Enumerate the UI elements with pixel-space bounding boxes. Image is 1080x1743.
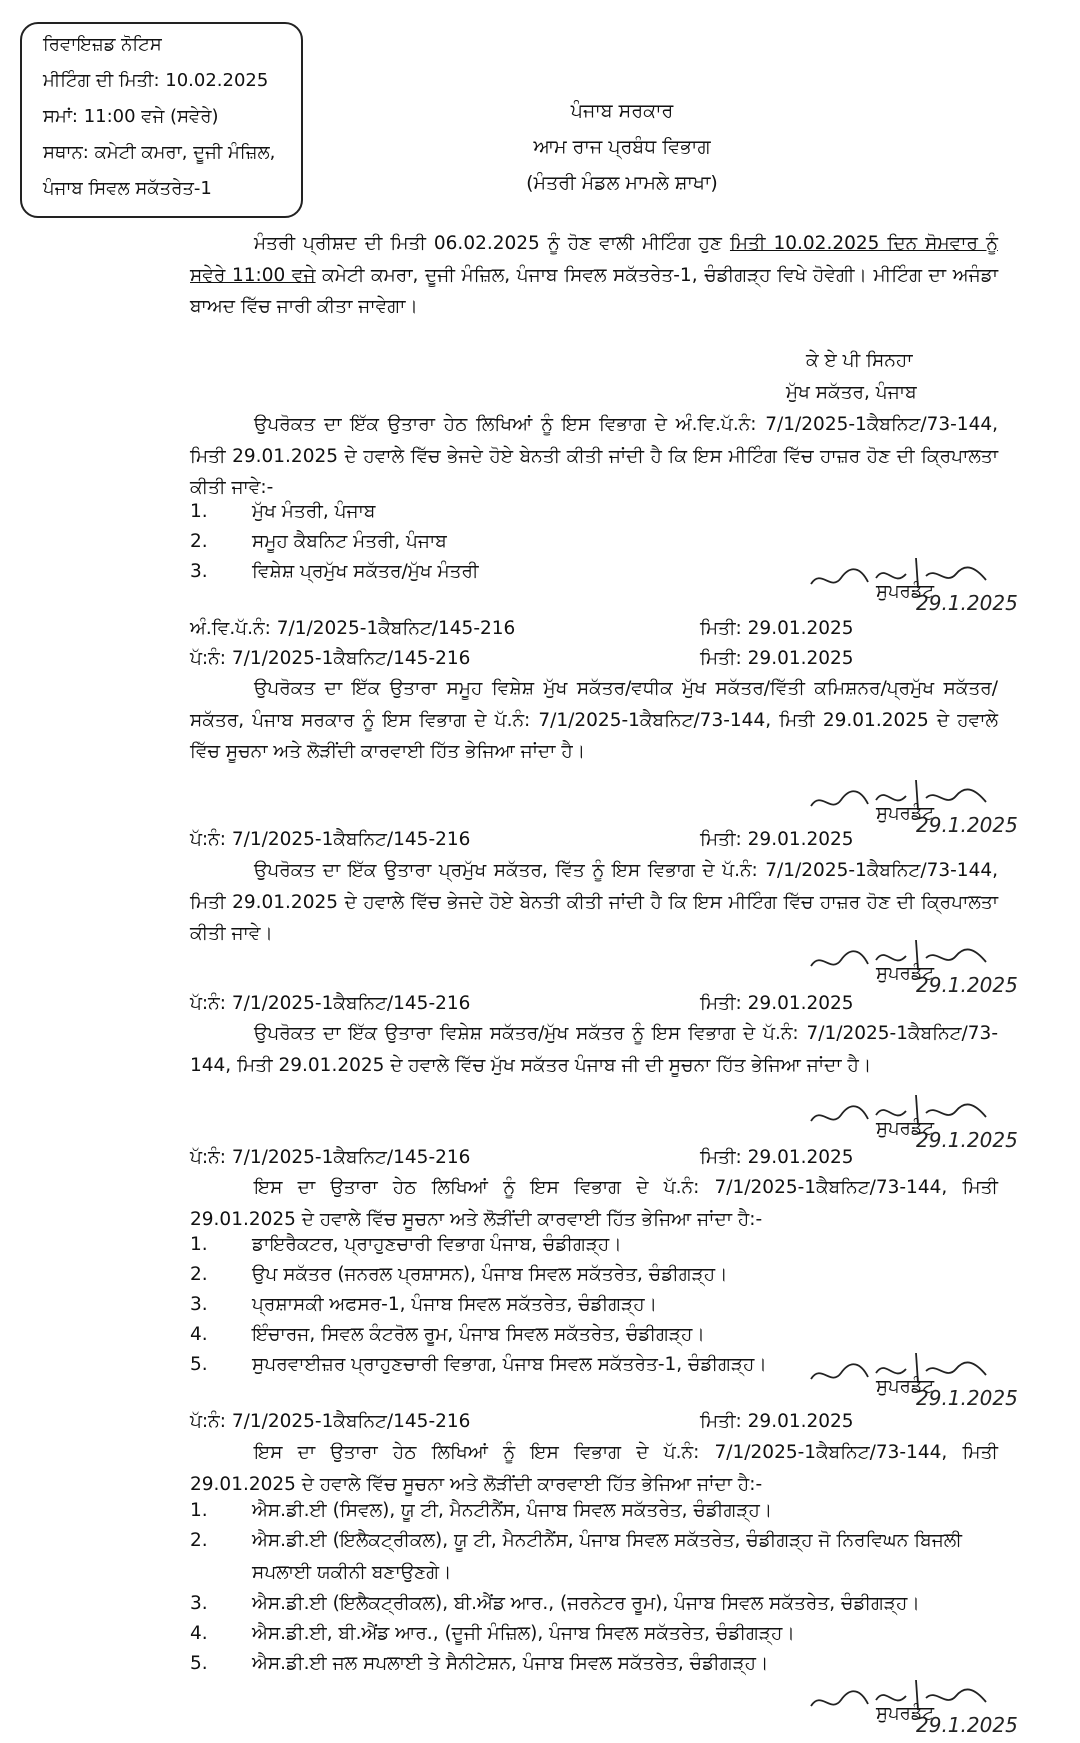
superintendent-label: ਸੁਪਰਡੰਟ: [876, 1118, 934, 1139]
endorsement-ref: ਪੱ:ਨੰ: 7/1/2025-1ਕੈਬਨਿਟ/145-216: [190, 1147, 471, 1168]
endorsement-date: ਮਿਤੀ: 29.01.2025: [700, 993, 854, 1014]
section-4-paragraph: [190, 1018, 998, 1081]
signature-date: 29.1.2025: [916, 973, 1018, 997]
intro-text-2: ਕਮੇਟੀ ਕਮਰਾ, ਦੂਜੀ ਮੰਜ਼ਿਲ, ਪੰਜਾਬ ਸਿਵਲ ਸਕੱਤਰੇਤ-1, ਚੰਡੀਗੜ੍ਹ ਵਿਖੇ ਹੋਵੇਗੀ। ਮੀਟਿੰਗ ਦਾ ਅਜੰਡਾ ਬਾਅਦ ਵਿੱਚ ਜਾਰੀ ਕੀਤਾ ਜਾਵੇਗਾ।: [190, 264, 999, 317]
intro-paragraph: [190, 228, 998, 323]
endorsement-date: ਮਿਤੀ: 29.01.2025: [700, 648, 854, 669]
section-5-item: ਡਾਇਰੈਕਟਰ, ਪ੍ਰਾਹੁਣਚਾਰੀ ਵਿਭਾਗ ਪੰਜਾਬ, ਚੰਡੀਗੜ੍ਹ।: [252, 1234, 622, 1255]
notice-meeting-date: ਮੀਟਿੰਗ ਦੀ ਮਿਤੀ: 10.02.2025: [43, 70, 269, 91]
header-department: ਆਮ ਰਾਜ ਪ੍ਰਬੰਧ ਵਿਭਾਗ: [533, 136, 711, 158]
section-5-item-num: 5.: [190, 1354, 208, 1375]
section-6-item: ਐਸ.ਡੀ.ਈ (ਸਿਵਲ), ਯੂ ਟੀ, ਮੈਨਟੀਨੈਂਸ, ਪੰਜਾਬ ਸਿਵਲ ਸਕੱਤਰੇਤ, ਚੰਡੀਗੜ੍ਹ।: [252, 1500, 773, 1521]
section-6-text: ਇਸ ਦਾ ਉਤਾਰਾ ਹੇਠ ਲਿਖਿਆਂ ਨੂੰ ਇਸ ਵਿਭਾਗ ਦੇ ਪੱ.ਨੰ: 7/1/2025-1ਕੈਬਨਿਟ/73-144, ਮਿਤੀ 29.01.2025 ਦੇ ਹਵਾਲੇ ਵਿੱਚ ਸੂਚਨਾ ਅਤੇ ਲੋੜੀਂਦੀ ਕਾਰਵਾਈ ਹਿੱਤ ਭੇਜਿਆ ਜਾਂਦਾ ਹੈ:-: [190, 1442, 998, 1495]
revised-notice-box: [20, 22, 303, 218]
endorsement-date: ਮਿਤੀ: 29.01.2025: [700, 1411, 854, 1432]
intro-text-1: ਮੰਤਰੀ ਪ੍ਰੀਸ਼ਦ ਦੀ ਮਿਤੀ 06.02.2025 ਨੂੰ ਹੋਣ ਵਾਲੀ ਮੀਟਿੰਗ ਹੁਣ: [254, 233, 730, 254]
superintendent-label: ਸੁਪਰਡੰਟ: [876, 963, 934, 984]
signature-stamp: [806, 1343, 1036, 1413]
endorsement-ref: ਪੱ:ਨੰ: 7/1/2025-1ਕੈਬਨਿਟ/145-216: [190, 648, 471, 669]
signature-date: 29.1.2025: [916, 591, 1018, 615]
signature-stamp: [806, 1670, 1036, 1740]
section-1-item-num: 1.: [190, 501, 208, 522]
section-5-item: ਇੰਚਾਰਜ, ਸਿਵਲ ਕੰਟਰੋਲ ਰੂਮ, ਪੰਜਾਬ ਸਿਵਲ ਸਕੱਤਰੇਤ, ਚੰਡੀਗੜ੍ਹ।: [252, 1324, 705, 1345]
section-6-item-num: 1.: [190, 1500, 208, 1521]
section-2-text: ਉਪਰੋਕਤ ਦਾ ਇੱਕ ਉਤਾਰਾ ਸਮੂਹ ਵਿਸ਼ੇਸ਼ ਮੁੱਖ ਸਕੱਤਰ/ਵਧੀਕ ਮੁੱਖ ਸਕੱਤਰ/ਵਿੱਤੀ ਕਮਿਸ਼ਨਰ/ਪ੍ਰਮੁੱਖ ਸਕੱਤਰ/ਸਕੱਤਰ, ਪੰਜਾਬ ਸਰਕਾਰ ਨੂੰ ਇਸ ਵਿਭਾਗ ਦੇ ਪੱ.ਨੰ: 7/1/2025-1ਕੈਬਨਿਟ/73-144, ਮਿਤੀ 29.01.2025 ਦੇ ਹਵਾਲੇ ਵਿੱਚ ਸੂਚਨਾ ਅਤੇ ਲੋੜੀਂਦੀ ਕਾਰਵਾਈ ਹਿੱਤ ਭੇਜਿਆ ਜਾਂਦਾ ਹੈ।: [190, 678, 998, 762]
superintendent-label: ਸੁਪਰਡੰਟ: [876, 1703, 934, 1724]
section-6-item: ਐਸ.ਡੀ.ਈ, ਬੀ.ਐਂਡ ਆਰ., (ਦੂਜੀ ਮੰਜ਼ਿਲ), ਪੰਜਾਬ ਸਿਵਲ ਸਕੱਤਰੇਤ, ਚੰਡੀਗੜ੍ਹ।: [252, 1623, 795, 1644]
section-3-text: ਉਪਰੋਕਤ ਦਾ ਇੱਕ ਉਤਾਰਾ ਪ੍ਰਮੁੱਖ ਸਕੱਤਰ, ਵਿੱਤ ਨੂੰ ਇਸ ਵਿਭਾਗ ਦੇ ਪੱ.ਨੰ: 7/1/2025-1ਕੈਬਨਿਟ/73-144, ਮਿਤੀ 29.01.2025 ਦੇ ਹਵਾਲੇ ਵਿੱਚ ਭੇਜਦੇ ਹੋਏ ਬੇਨਤੀ ਕੀਤੀ ਜਾਂਦੀ ਹੈ ਕਿ ਇਸ ਮੀਟਿੰਗ ਵਿੱਚ ਹਾਜ਼ਰ ਹੋਣ ਦੀ ਕ੍ਰਿਪਾਲਤਾ ਕੀਤੀ ਜਾਵੇ।: [190, 860, 998, 944]
intro-underlined-date: ਮਿਤੀ 10.02.2025 ਦਿਨ ਸੋਮਵਾਰ ਨੂੰ ਸਵੇਰੇ 11:00 ਵਜੇ: [190, 233, 998, 286]
header-government: ਪੰਜਾਬ ਸਰਕਾਰ: [570, 100, 674, 122]
section-5-text: ਇਸ ਦਾ ਉਤਾਰਾ ਹੇਠ ਲਿਖਿਆਂ ਨੂੰ ਇਸ ਵਿਭਾਗ ਦੇ ਪੱ.ਨੰ: 7/1/2025-1ਕੈਬਨਿਟ/73-144, ਮਿਤੀ 29.01.2025 ਦੇ ਹਵਾਲੇ ਵਿੱਚ ਸੂਚਨਾ ਅਤੇ ਲੋੜੀਂਦੀ ਕਾਰਵਾਈ ਹਿੱਤ ਭੇਜਿਆ ਜਾਂਦਾ ਹੈ:-: [190, 1177, 998, 1230]
endorsement-date: ਮਿਤੀ: 29.01.2025: [700, 1147, 854, 1168]
endorsement-ref: ਪੱ:ਨੰ: 7/1/2025-1ਕੈਬਨਿਟ/145-216: [190, 1411, 471, 1432]
section-6-item-num: 3.: [190, 1593, 208, 1614]
signatory-name: ਕੇ ਏ ਪੀ ਸਿਨਹਾ: [806, 350, 913, 371]
signature-stamp: [806, 548, 1036, 618]
section-1-paragraph: [190, 409, 998, 504]
endorsement-ref: ਪੱ:ਨੰ: 7/1/2025-1ਕੈਬਨਿਟ/145-216: [190, 993, 471, 1014]
section-1-item: ਸਮੂਹ ਕੈਬਨਿਟ ਮੰਤਰੀ, ਪੰਜਾਬ: [252, 531, 447, 552]
signature-date: 29.1.2025: [916, 1713, 1018, 1737]
signature-date: 29.1.2025: [916, 1128, 1018, 1152]
section-6-item: ਐਸ.ਡੀ.ਈ ਜਲ ਸਪਲਾਈ ਤੇ ਸੈਨੀਟੇਸ਼ਨ, ਪੰਜਾਬ ਸਿਵਲ ਸਕੱਤਰੇਤ, ਚੰਡੀਗੜ੍ਹ।: [252, 1653, 769, 1674]
section-1-item-num: 3.: [190, 561, 208, 582]
section-1-item-num: 2.: [190, 531, 208, 552]
section-5-item-num: 2.: [190, 1264, 208, 1285]
section-4-text: ਉਪਰੋਕਤ ਦਾ ਇੱਕ ਉਤਾਰਾ ਵਿਸ਼ੇਸ਼ ਸਕੱਤਰ/ਮੁੱਖ ਸਕੱਤਰ ਨੂੰ ਇਸ ਵਿਭਾਗ ਦੇ ਪੱ.ਨੰ: 7/1/2025-1ਕੈਬਨਿਟ/73-144, ਮਿਤੀ 29.01.2025 ਦੇ ਹਵਾਲੇ ਵਿੱਚ ਮੁੱਖ ਸਕੱਤਰ ਪੰਜਾਬ ਜੀ ਦੀ ਸੂਚਨਾ ਹਿੱਤ ਭੇਜਿਆ ਜਾਂਦਾ ਹੈ।: [190, 1023, 998, 1076]
section-6-item: ਐਸ.ਡੀ.ਈ (ਇਲੈਕਟ੍ਰੀਕਲ), ਯੂ ਟੀ, ਮੈਨਟੀਨੈਂਸ, ਪੰਜਾਬ ਸਿਵਲ ਸਕੱਤਰੇਤ, ਚੰਡੀਗੜ੍ਹ ਜੋ ਨਿਰਵਿਘਨ ਬਿਜਲੀ ਸਪਲਾਈ ਯਕੀਨੀ ਬਣਾਉਣਗੇ।: [252, 1530, 962, 1583]
section-1-item: ਵਿਸ਼ੇਸ਼ ਪ੍ਰਮੁੱਖ ਸਕੱਤਰ/ਮੁੱਖ ਮੰਤਰੀ: [252, 561, 479, 582]
section-6-item-num: 5.: [190, 1653, 208, 1674]
notice-time: ਸਮਾਂ: 11:00 ਵਜੇ (ਸਵੇਰੇ): [43, 106, 219, 127]
signature-stamp: [806, 930, 1036, 1000]
superintendent-label: ਸੁਪਰਡੰਟ: [876, 803, 934, 824]
signatory-designation: ਮੁੱਖ ਸਕੱਤਰ, ਪੰਜਾਬ: [786, 382, 917, 403]
section-5-item-num: 3.: [190, 1294, 208, 1315]
superintendent-label: ਸੁਪਰਡੰਟ: [876, 581, 934, 602]
section-6-item-num: 4.: [190, 1623, 208, 1644]
section-1-item: ਮੁੱਖ ਮੰਤਰੀ, ਪੰਜਾਬ: [252, 501, 376, 522]
signature-date: 29.1.2025: [916, 813, 1018, 837]
section-2-paragraph: [190, 673, 998, 768]
section-5-item-num: 1.: [190, 1234, 208, 1255]
section-1-text: ਉਪਰੋਕਤ ਦਾ ਇੱਕ ਉਤਾਰਾ ਹੇਠ ਲਿਖਿਆਂ ਨੂੰ ਇਸ ਵਿਭਾਗ ਦੇ ਅੰ.ਵਿ.ਪੱ.ਨੰ: 7/1/2025-1ਕੈਬਨਿਟ/73-144, ਮਿਤੀ 29.01.2025 ਦੇ ਹਵਾਲੇ ਵਿੱਚ ਭੇਜਦੇ ਹੋਏ ਬੇਨਤੀ ਕੀਤੀ ਜਾਂਦੀ ਹੈ ਕਿ ਇਸ ਮੀਟਿੰਗ ਵਿੱਚ ਹਾਜ਼ਰ ਹੋਣ ਦੀ ਕ੍ਰਿਪਾਲਤਾ ਕੀਤੀ ਜਾਵੇ:-: [190, 414, 998, 498]
section-6-paragraph: [190, 1437, 998, 1500]
section-6-item: ਐਸ.ਡੀ.ਈ (ਇਲੈਕਟ੍ਰੀਕਲ), ਬੀ.ਐਂਡ ਆਰ., (ਜਰਨੇਟਰ ਰੂਮ), ਪੰਜਾਬ ਸਿਵਲ ਸਕੱਤਰੇਤ, ਚੰਡੀਗੜ੍ਹ।: [252, 1593, 920, 1614]
section-5-item: ਉਪ ਸਕੱਤਰ (ਜਨਰਲ ਪ੍ਰਸ਼ਾਸਨ), ਪੰਜਾਬ ਸਿਵਲ ਸਕੱਤਰੇਤ, ਚੰਡੀਗੜ੍ਹ।: [252, 1264, 728, 1285]
section-5-item: ਪ੍ਰਸ਼ਾਸਕੀ ਅਫਸਰ-1, ਪੰਜਾਬ ਸਿਵਲ ਸਕੱਤਰੇਤ, ਚੰਡੀਗੜ੍ਹ।: [252, 1294, 658, 1315]
signature-date: 29.1.2025: [916, 1386, 1018, 1410]
signature-stamp: [806, 1085, 1036, 1155]
section-5-item-num: 4.: [190, 1324, 208, 1345]
endorsement-date: ਮਿਤੀ: 29.01.2025: [700, 829, 854, 850]
notice-venue-cont: ਪੰਜਾਬ ਸਿਵਲ ਸਕੱਤਰੇਤ-1: [43, 178, 212, 199]
notice-venue: ਸਥਾਨ: ਕਮੇਟੀ ਕਮਰਾ, ਦੂਜੀ ਮੰਜ਼ਿਲ,: [43, 142, 276, 163]
endorsement-date-a: ਮਿਤੀ: 29.01.2025: [700, 618, 854, 639]
endorsement-ref: ਪੱ:ਨੰ: 7/1/2025-1ਕੈਬਨਿਟ/145-216: [190, 829, 471, 850]
section-5-item: ਸੁਪਰਵਾਈਜ਼ਰ ਪ੍ਰਾਹੁਣਚਾਰੀ ਵਿਭਾਗ, ਪੰਜਾਬ ਸਿਵਲ ਸਕੱਤਰੇਤ-1, ਚੰਡੀਗੜ੍ਹ।: [252, 1354, 767, 1375]
section-5-paragraph: [190, 1172, 998, 1235]
header-branch: (ਮੰਤਰੀ ਮੰਡਲ ਮਾਮਲੇ ਸ਼ਾਖਾ): [526, 172, 718, 194]
endorsement-ref-a: ਅੰ.ਵਿ.ਪੱ.ਨੰ: 7/1/2025-1ਕੈਬਨਿਟ/145-216: [190, 618, 516, 639]
superintendent-label: ਸੁਪਰਡੰਟ: [876, 1376, 934, 1397]
notice-title: ਰਿਵਾਇਜ਼ਡ ਨੋਟਿਸ: [43, 34, 162, 55]
section-6-item-num: 2.: [190, 1530, 208, 1551]
